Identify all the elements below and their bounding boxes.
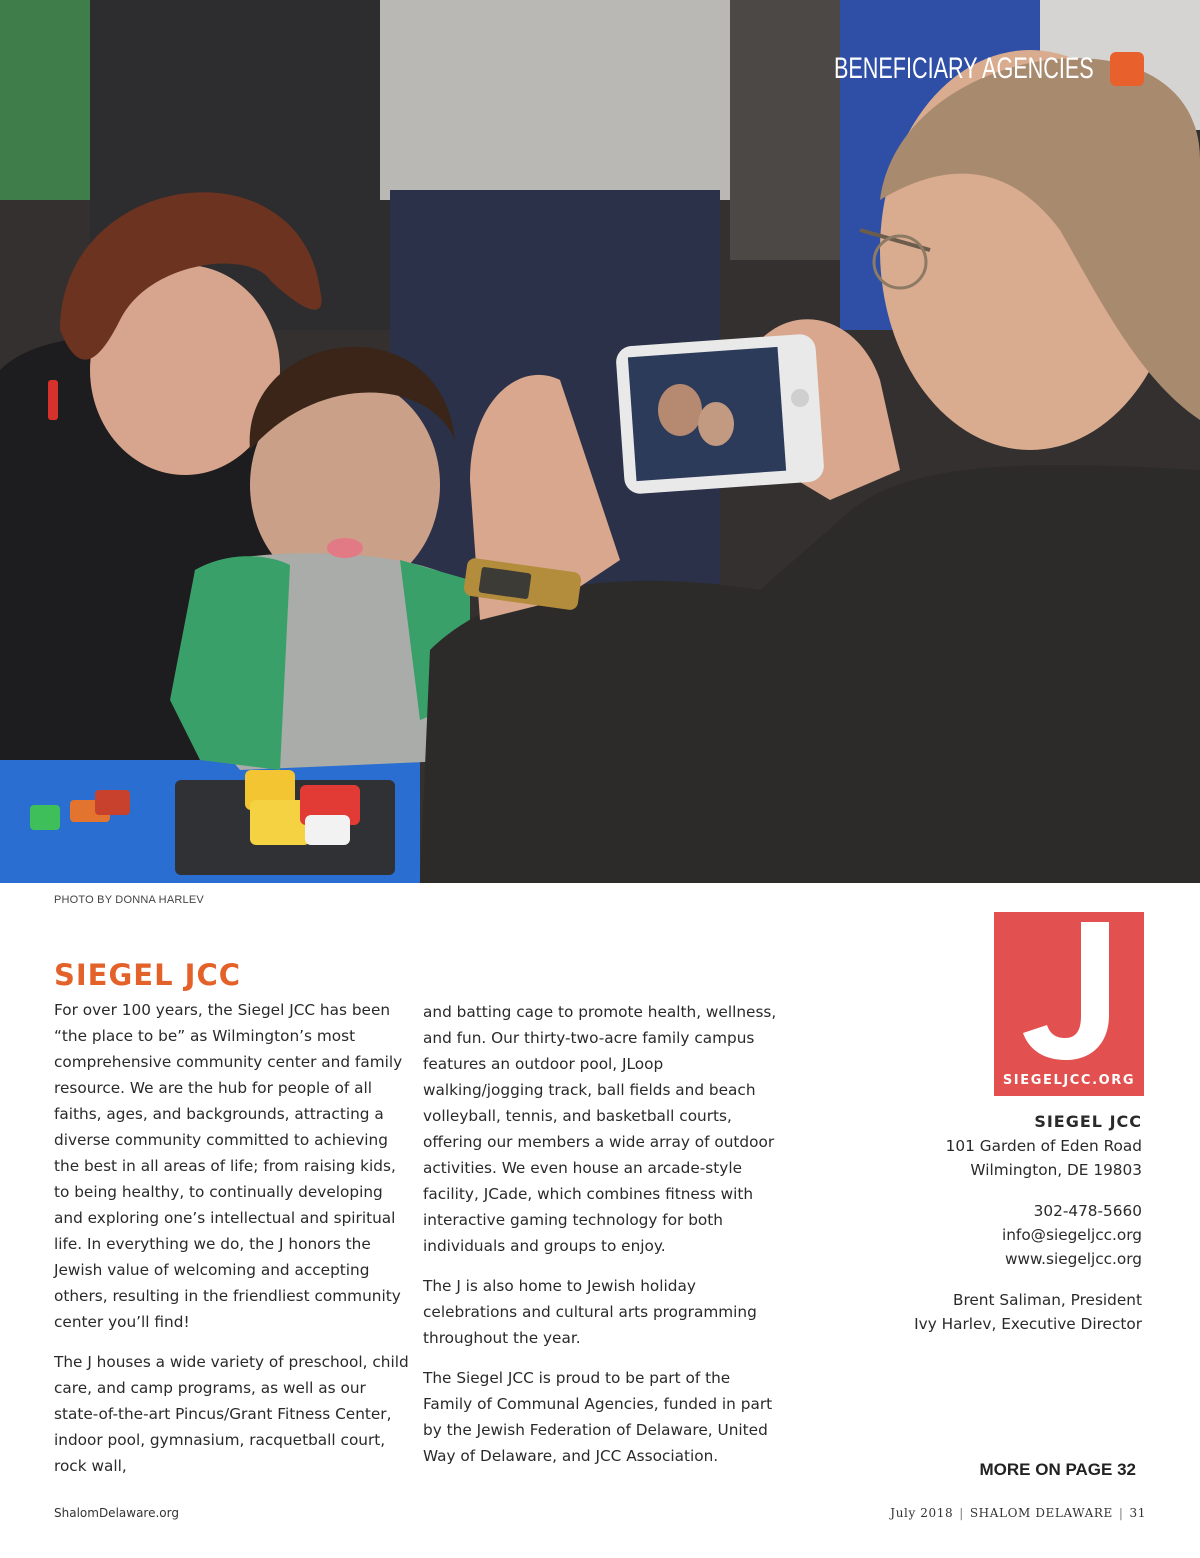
phone-number: 302-478-5660 xyxy=(1033,1202,1142,1220)
article-title: SIEGEL JCC xyxy=(54,958,242,992)
article-paragraph: For over 100 years, the Siegel JCC has been “the place to be” as Wilmington’s most comprehensive community center and family resource. We are the hub for people of all faiths, ages, and backgrounds, attracting a diverse community committed to achieving the best in all areas of life; from raising kids, to being healthy, to continually developing and exploring one’s intellectual and spiritual life. In everything we do, the J honors the Jewish value of welcoming and accepting others, resulting in the friendliest community center you’ll find! xyxy=(54,1001,403,1331)
contact-info xyxy=(862,1110,1142,1336)
more-on-page-link: MORE ON PAGE 32 xyxy=(979,1460,1136,1479)
email-link[interactable]: info@siegeljcc.org xyxy=(1001,1226,1142,1244)
address-line-1: 101 Garden of Eden Road xyxy=(945,1137,1142,1155)
article-paragraph: The J houses a wide variety of preschool, child care, and camp programs, as well as our state-of-the-art Pincus/Grant Fitness Center, indoor pool, gymnasium, racquetball court, rock wall, xyxy=(54,1353,409,1475)
contact-org-name: SIEGEL JCC xyxy=(1034,1112,1142,1131)
footer-separator: | xyxy=(959,1506,964,1520)
article-paragraph: and batting cage to promote health, wellness, and fun. Our thirty-two-acre family campus features an outdoor pool, JLoop walking/jogging track, ball fields and beach volleyball, tennis, and basketball courts, offering our members a wide array of outdoor activities. We even house an arcade-style facility, JCade, which combines fitness with interactive gaming technology for both individuals and groups to enjoy. xyxy=(423,1003,777,1255)
footer-folio xyxy=(890,1506,1146,1520)
section-tag xyxy=(733,52,1144,86)
page-number: 31 xyxy=(1129,1506,1146,1520)
footer-publication: SHALOM DELAWARE xyxy=(969,1506,1113,1520)
footer-date: July 2018 xyxy=(890,1506,954,1520)
siegel-jcc-logo xyxy=(994,912,1144,1096)
section-accent-square xyxy=(1110,52,1144,86)
article-paragraph: The Siegel JCC is proud to be part of the Family of Communal Agencies, funded in part by the Jewish Federation of Delaware, United Way of Delaware, and JCC Association. xyxy=(423,1369,773,1465)
contact-person-president: Brent Saliman, President xyxy=(952,1291,1142,1309)
section-label: BENEFICIARY AGENCIES xyxy=(834,52,1094,85)
article-paragraph: The J is also home to Jewish holiday celebrations and cultural arts programming throughout the year. xyxy=(423,1277,757,1347)
footer-separator: | xyxy=(1118,1506,1124,1520)
footer-website: ShalomDelaware.org xyxy=(54,1506,179,1520)
contact-person-director: Ivy Harlev, Executive Director xyxy=(914,1315,1142,1333)
logo-url: SIEGELJCC.ORG xyxy=(1002,1073,1136,1088)
j-letter-icon xyxy=(994,912,1144,1062)
photo-credit: PHOTO BY DONNA HARLEV xyxy=(54,894,204,906)
address-line-2: Wilmington, DE 19803 xyxy=(970,1161,1142,1179)
article-column-1 xyxy=(54,997,410,1493)
website-link[interactable]: www.siegeljcc.org xyxy=(1004,1250,1142,1268)
article-column-2 xyxy=(423,999,779,1483)
